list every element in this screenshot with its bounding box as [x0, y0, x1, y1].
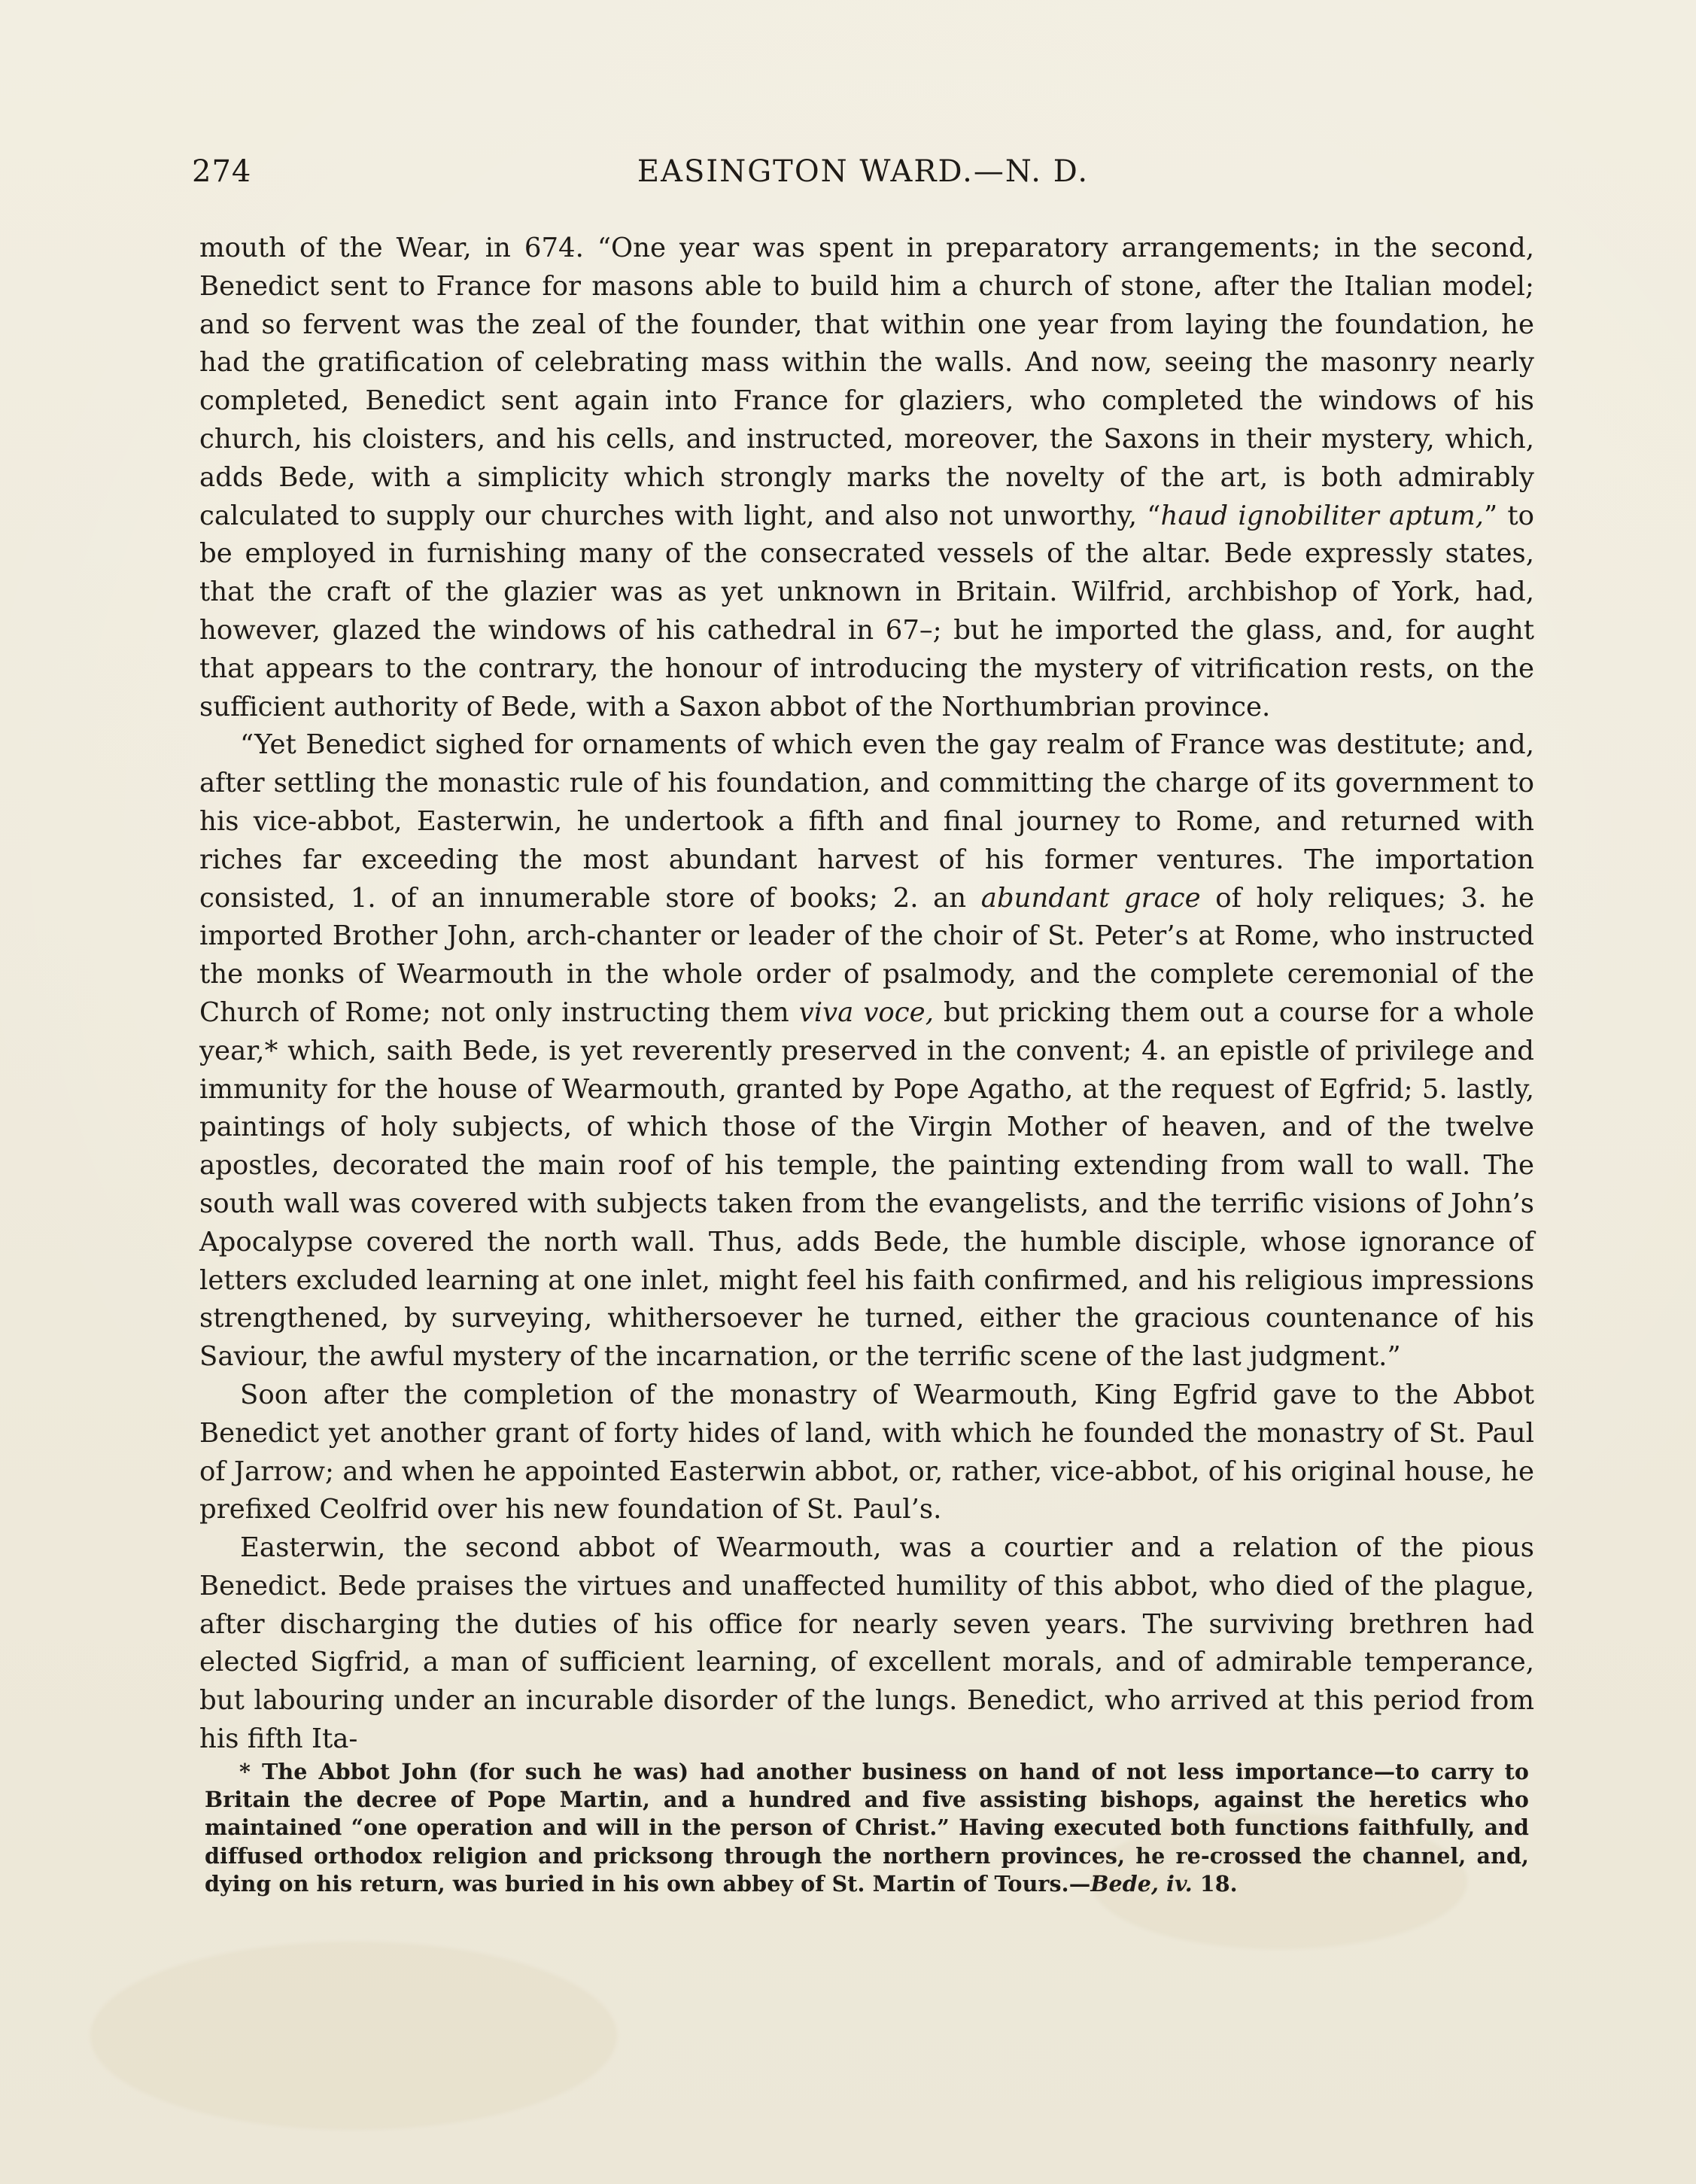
- paragraph-3: Soon after the completion of the monastry of Wearmouth, King Egfrid gave to the Abbot Benedict yet another grant of forty hides of land, with which he founded the monastry of St. Paul of Jarrow; and when he appointed Easterwin abbot, or, rather, vice-abbot, of his original house, he prefixed Ceolfrid over his new foundation of St. Paul’s.: [199, 1379, 1534, 1525]
- page-number: 274: [192, 154, 252, 189]
- footnote-paragraph: [205, 1758, 1529, 1898]
- paragraph-2-italic-a: abundant grace: [980, 882, 1201, 914]
- footnote-text-b: 18.: [1192, 1870, 1238, 1897]
- paragraph-1-text-b: ” to be employed in furnishing many of the consecrated vessels of the altar. Bede expressly states, that the craft of the glazier was as yet unknown in Britain. Wilfrid, archbishop of York, had, however, glazed the windows of his cathedral in 67–; but he imported the glass, and, for aught that appears to the contrary, the honour of introducing the mystery of vitrification rests, on the sufficient authority of Bede, with a Saxon abbot of the Northumbrian province.: [199, 500, 1534, 722]
- running-head: EASINGTON WARD.—N. D.: [637, 154, 1090, 189]
- footnote-text-a: * The Abbot John (for such he was) had another business on hand of not less importance—to carry to Britain the decree of Pope Martin, and a hundred and five assisting bishops, against the heretics who maintained “one operation and will in the person of Christ.” Having executed both functions faithfully, and diffused orthodox religion and pricksong through the northern provinces, he re-crossed the channel, and, dying on his return, was buried in his own abbey of St. Martin of Tours.—: [205, 1759, 1529, 1897]
- paragraph-2-text-a: “Yet Benedict sighed for ornaments of which even the gay realm of France was destitute; and, after settling the monastic rule of his foundation, and committing the charge of its government to his vice-abbot, Easterwin, he undertook a fifth and final journey to Rome, and returned with riches far exceeding the most abundant harvest of his former ventures. The importation consisted, 1. of an innumerable store of books; 2. an: [199, 729, 1534, 914]
- paper-stain: [90, 1942, 617, 2130]
- paragraph-1-text-a: mouth of the Wear, in 674. “One year was spent in preparatory arrangements; in the second, Benedict sent to France for masons able to build him a church of stone, after the Italian model; and so fervent was the zeal of the founder, that within one year from laying the foundation, he had the gratification of celebrating mass within the walls. And now, seeing the masonry nearly completed, Benedict sent again into France for glaziers, who completed the windows of his church, his cloisters, and his cells, and instructed, moreover, the Saxons in their mystery, which, adds Bede, with a simplicity which strongly marks the novelty of the art, is both admirably calculated to supply our churches with light, and also not unworthy, “: [199, 233, 1534, 531]
- footnote: [205, 1758, 1529, 1898]
- main-text: [199, 230, 1534, 1759]
- paragraph-2: [199, 726, 1534, 1376]
- paragraph-2-text-c: but pricking them out a course for a whole year,* which, saith Bede, is yet reverently preserved in the convent; 4. an epistle of privilege and immunity for the house of Wearmouth, granted by Pope Agatho, at the request of Egfrid; 5. lastly, paintings of holy subjects, of which those of the Virgin Mother of heaven, and of the twelve apostles, decorated the main roof of his temple, the painting extending from wall to wall. The south wall was covered with subjects taken from the evangelists, and the terrific visions of John’s Apocalypse covered the north wall. Thus, adds Bede, the humble disciple, whose ignorance of letters excluded learning at one inlet, might feel his faith confirmed, and his religious impressions strengthened, by surveying, whithersoever he turned, either the gracious countenance of his Saviour, the awful mystery of the incarnation, or the terrific scene of the last judgment.”: [199, 996, 1534, 1373]
- paragraph-2-text-b: of holy reliques; 3. he imported Brother John, arch-chanter or leader of the choir of St. Peter’s at Rome, who instructed the monks of Wearmouth in the whole order of psalmody, and the complete ceremonial of the Church of Rome; not only instructing them: [199, 882, 1534, 1028]
- paragraph-2-italic-b: viva voce,: [798, 996, 934, 1028]
- paragraph-1-italic: haud ignobiliter aptum,: [1160, 500, 1484, 531]
- paragraph-4: Easterwin, the second abbot of Wearmouth, was a courtier and a relation of the pious Benedict. Bede praises the virtues and unaffected humility of this abbot, who died of the plague, after discharging the duties of his office for nearly seven years. The surviving brethren had elected Sigfrid, a man of sufficient learning, of excellent morals, and of admirable temperance, but labouring under an incurable disorder of the lungs. Benedict, who arrived at this period from his fifth Ita-: [199, 1532, 1534, 1755]
- paragraph-1: [199, 230, 1534, 726]
- page-header: [192, 154, 1534, 199]
- footnote-citation: Bede, iv.: [1090, 1870, 1193, 1897]
